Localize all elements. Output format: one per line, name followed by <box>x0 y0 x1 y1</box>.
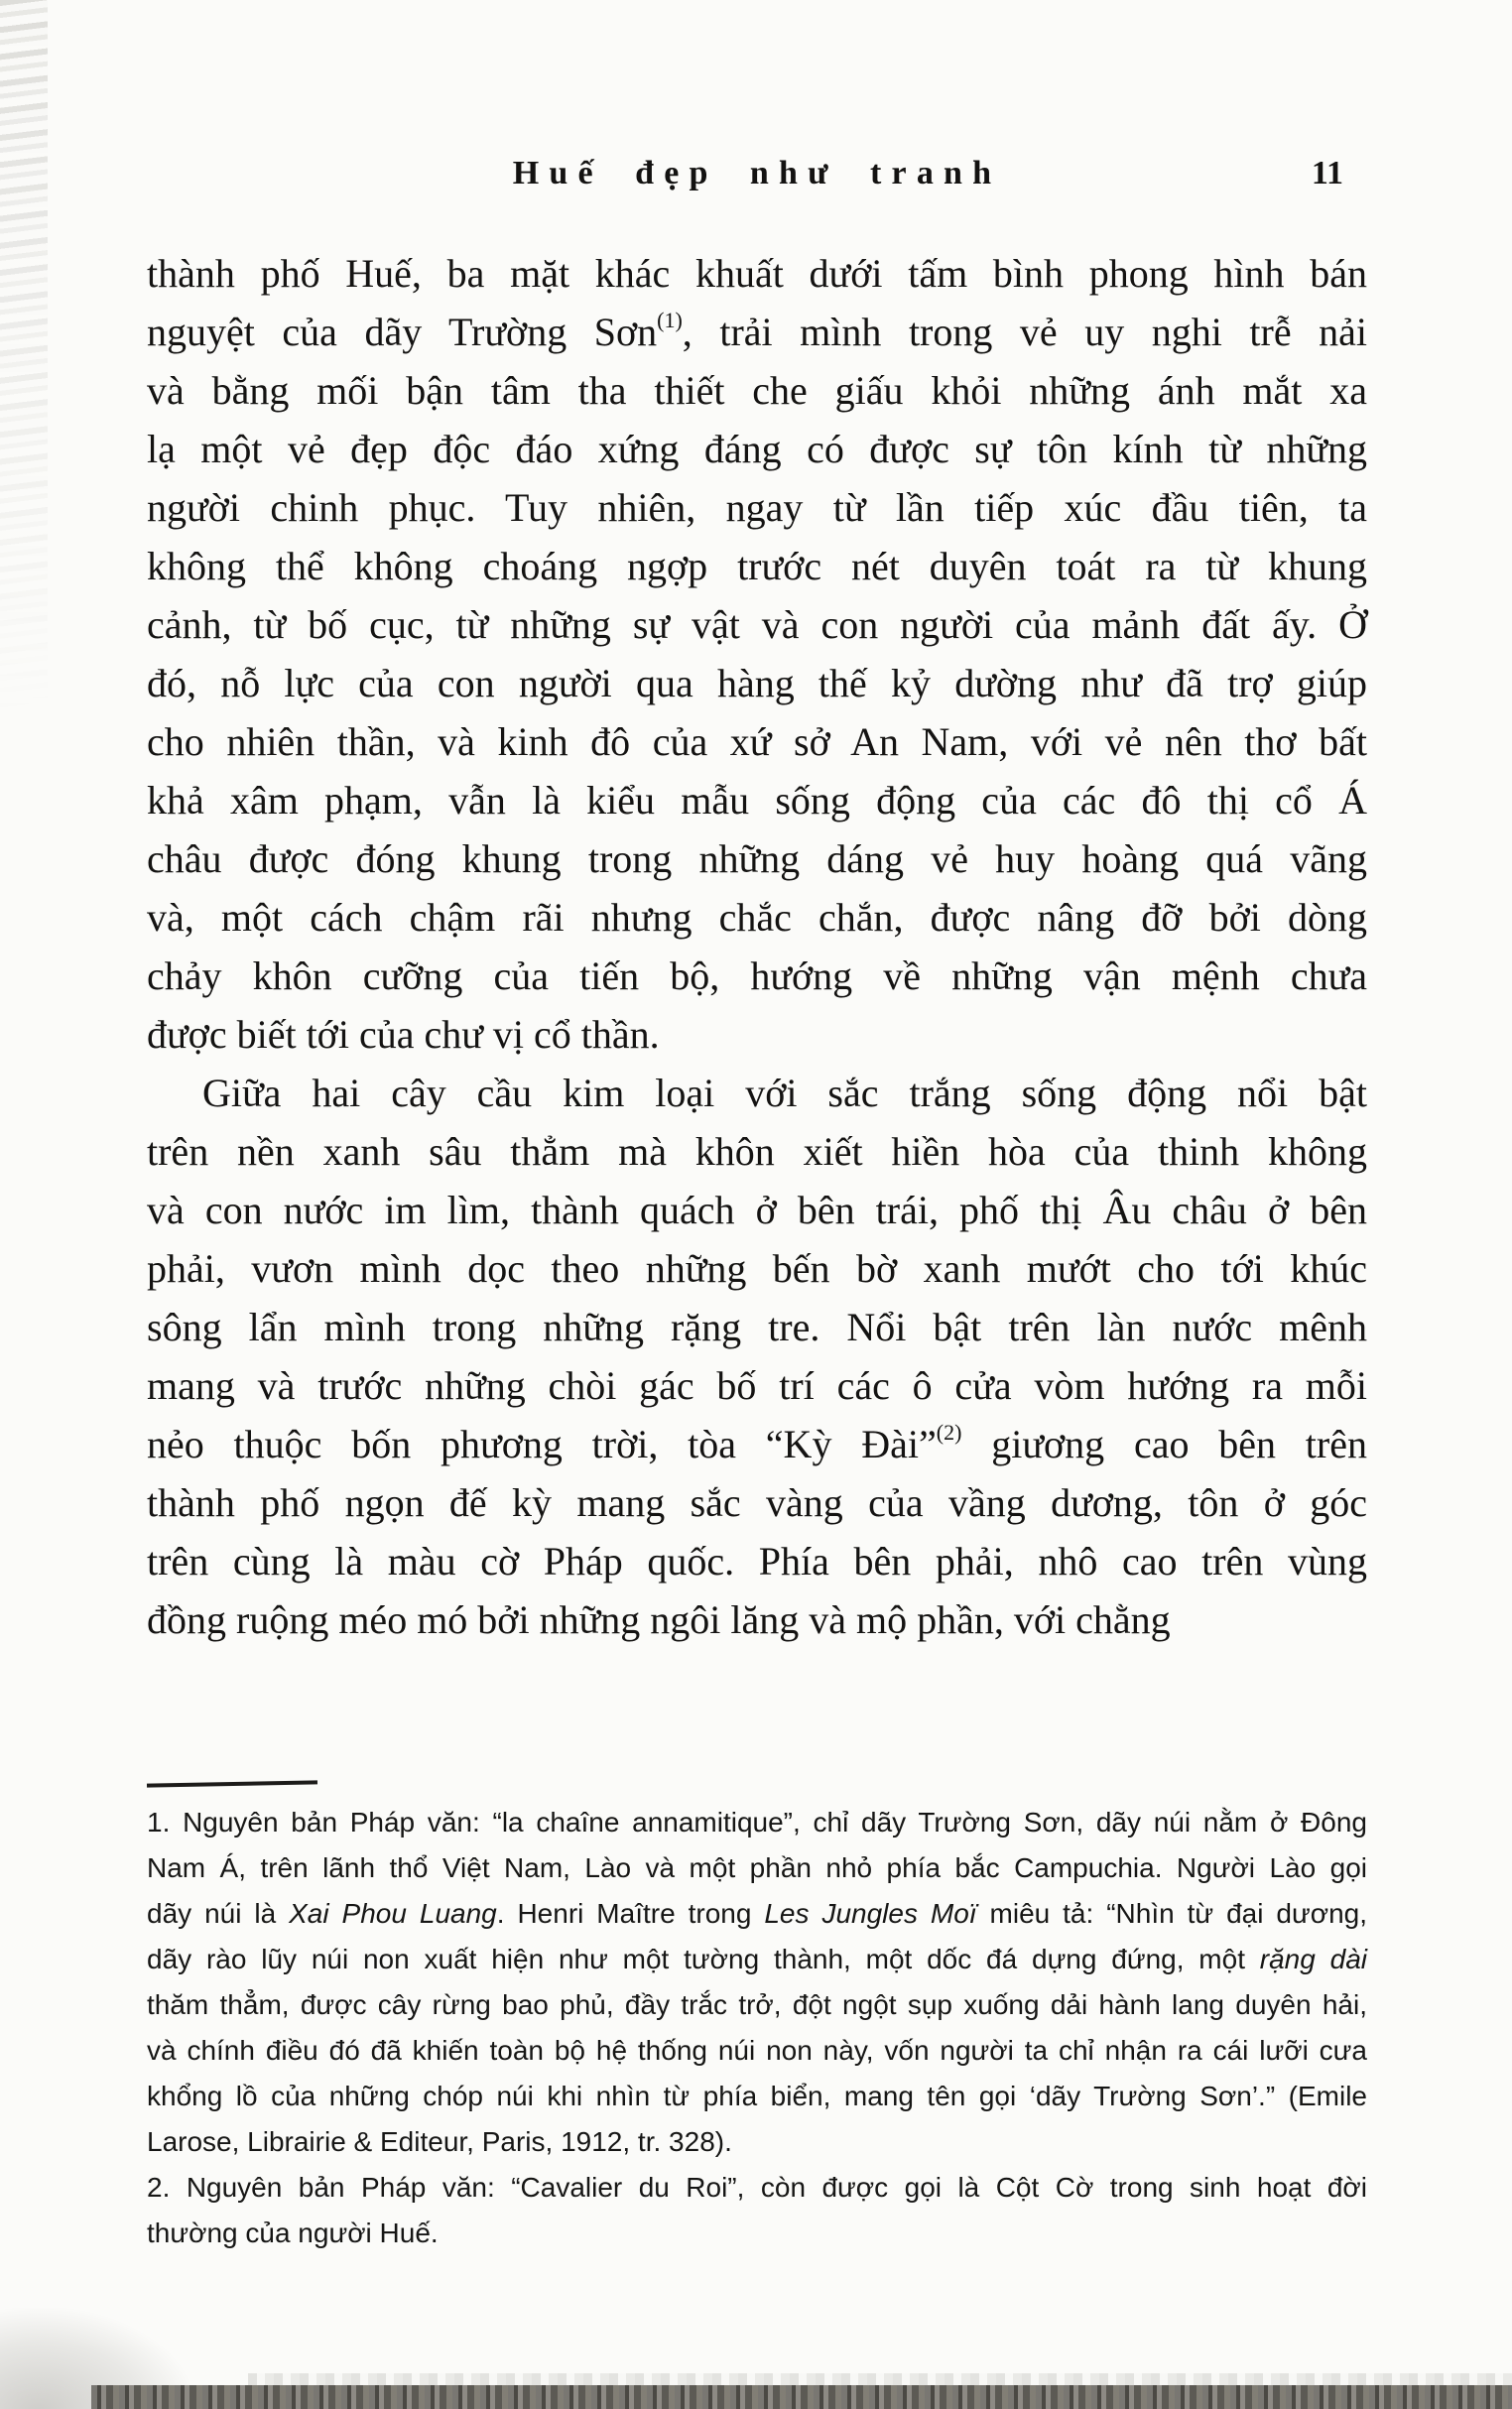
text-line: trên cùng là màu cờ Pháp quốc. Phía bên phải, nhô cao trên vùng <box>147 1539 1367 1584</box>
text-segment: dãy núi là <box>147 1898 290 1929</box>
footnote-ref-1: (1) <box>657 307 683 332</box>
text-line: khả xâm phạm, vẫn là kiểu mẫu sống động của các đô thị cổ Á <box>147 778 1367 823</box>
running-title: Huế đẹp như tranh <box>512 155 1002 191</box>
footnote-divider <box>147 1780 317 1787</box>
text-line: đó, nỗ lực của con người qua hàng thế kỷ dường như đã trợ giúp <box>147 661 1367 705</box>
text-line: được biết tới của chư vị cổ thần. <box>147 1012 660 1057</box>
text-segment: , trải mình trong vẻ uy nghi trễ nải <box>682 310 1367 354</box>
italic-title: Les Jungles Moï <box>764 1898 977 1929</box>
body-text <box>147 244 1367 1649</box>
text-line: và con nước im lìm, thành quách ở bên trái, phố thị Âu châu ở bên <box>147 1188 1367 1232</box>
text-line: trên nền xanh sâu thẳm mà khôn xiết hiền hòa của thinh không <box>147 1129 1367 1174</box>
text-segment: nguyệt của dãy Trường Sơn <box>147 310 658 354</box>
footnote-line: 1. Nguyên bản Pháp văn: “la chaîne annamitique”, chỉ dãy Trường Sơn, dãy núi nằm ở Đông <box>147 1807 1367 1838</box>
text-segment: dãy rào lũy núi non xuất hiện như một tường thành, một dốc đá dựng đứng, một <box>147 1944 1260 1974</box>
text-segment: nẻo thuộc bốn phương trời, tòa “Kỳ Đài” <box>147 1422 937 1466</box>
italic-phrase: rặng dài <box>1259 1944 1367 1974</box>
footnote-2 <box>147 2165 1367 2256</box>
footnote-line: khổng lồ của những chóp núi khi nhìn từ phía biển, mang tên gọi ‘dãy Trường Sơn’.” (Emile <box>147 2081 1367 2111</box>
text-line: không thể không choáng ngợp trước nét duyên toát ra từ khung <box>147 544 1367 588</box>
footnote-1 <box>147 1800 1367 2165</box>
italic-title: Xai Phou Luang <box>289 1898 497 1929</box>
scan-bottom-band <box>91 2385 1512 2409</box>
text-line: Giữa hai cây cầu kim loại với sắc trắng sống động nổi bật <box>202 1071 1367 1115</box>
text-line <box>147 1415 1367 1473</box>
footnote-line: và chính điều đó đã khiến toàn bộ hệ thống núi non này, vốn người ta chỉ nhận ra cái lưỡi cưa <box>147 2035 1367 2066</box>
text-line: người chinh phục. Tuy nhiên, ngay từ lần tiếp xúc đầu tiên, ta <box>147 485 1367 530</box>
footnote-line: thăm thẳm, được cây rừng bao phủ, đầy trắc trở, đột ngột sụp xuống dải hành lang duyên hải, <box>147 1989 1367 2020</box>
text-line: phải, vươn mình dọc theo những bến bờ xanh mướt cho tới khúc <box>147 1246 1367 1291</box>
text-line: cảnh, từ bố cục, từ những sự vật và con người của mảnh đất ấy. Ở <box>147 602 1367 647</box>
footnote-line: Larose, Librairie & Editeur, Paris, 1912, tr. 328). <box>147 2126 732 2157</box>
text-line: và bằng mối bận tâm tha thiết che giấu khỏi những ánh mắt xa <box>147 368 1367 413</box>
text-segment: giương cao bên trên <box>961 1422 1367 1466</box>
scan-noise-left-edge <box>0 0 48 774</box>
text-line: đồng ruộng méo mó bởi những ngôi lăng và mộ phần, với chằng <box>147 1597 1171 1642</box>
text-line: thành phố ngọn đế kỳ mang sắc vàng của vầng dương, tôn ở góc <box>147 1480 1367 1525</box>
text-line <box>147 303 1367 361</box>
footnote-line <box>147 1937 1367 1982</box>
footnote-line <box>147 1891 1367 1937</box>
text-line: mang và trước những chòi gác bố trí các ô cửa vòm hướng ra mỗi <box>147 1363 1367 1408</box>
text-line: châu được đóng khung trong những dáng vẻ huy hoàng quá vãng <box>147 836 1367 881</box>
paragraph-2 <box>147 1064 1367 1649</box>
text-line: cho nhiên thần, và kinh đô của xứ sở An Nam, với vẻ nên thơ bất <box>147 719 1367 764</box>
footnote-ref-2: (2) <box>936 1419 962 1445</box>
footnote-line: 2. Nguyên bản Pháp văn: “Cavalier du Roi”, còn được gọi là Cột Cờ trong sinh hoạt đời <box>147 2172 1367 2203</box>
page-number: 11 <box>1311 155 1343 191</box>
text-line: sông lẩn mình trong những rặng tre. Nổi bật trên làn nước mênh <box>147 1305 1367 1349</box>
text-segment: . Henri Maître trong <box>496 1898 765 1929</box>
footnotes <box>147 1800 1367 2256</box>
paragraph-1 <box>147 244 1367 1064</box>
footnote-line: thường của người Huế. <box>147 2218 439 2248</box>
page-header <box>147 155 1367 202</box>
text-segment: miêu tả: “Nhìn từ đại dương, <box>976 1898 1367 1929</box>
text-line: và, một cách chậm rãi nhưng chắc chắn, được nâng đỡ bởi dòng <box>147 895 1367 940</box>
footnote-line: Nam Á, trên lãnh thổ Việt Nam, Lào và một phần nhỏ phía bắc Campuchia. Người Lào gọi <box>147 1852 1367 1883</box>
text-line: thành phố Huế, ba mặt khác khuất dưới tấm bình phong hình bán <box>147 251 1367 296</box>
text-line: chảy khôn cưỡng của tiến bộ, hướng về những vận mệnh chưa <box>147 953 1367 998</box>
text-line: lạ một vẻ đẹp độc đáo xứng đáng có được sự tôn kính từ những <box>147 427 1367 471</box>
